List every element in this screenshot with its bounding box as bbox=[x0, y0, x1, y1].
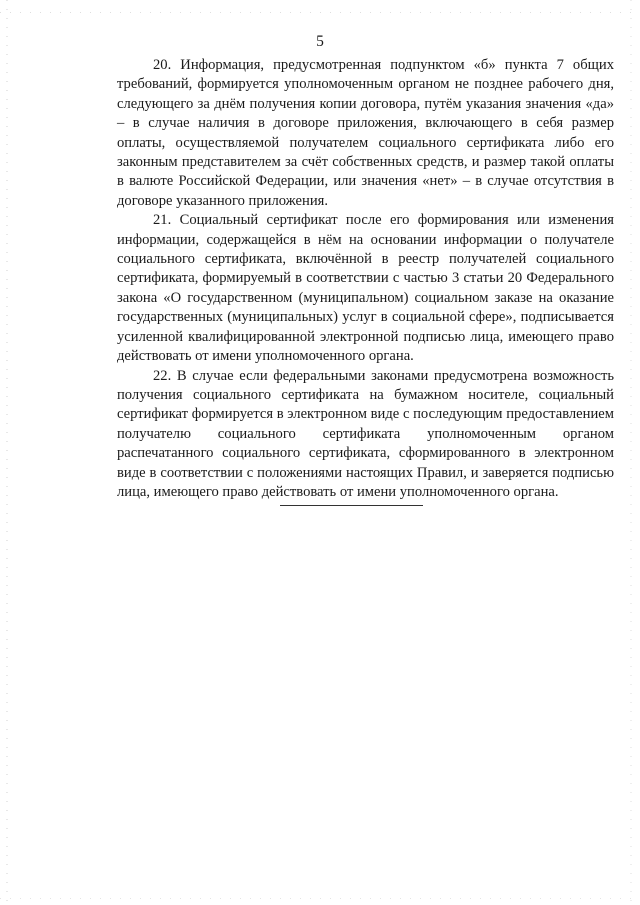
paragraph-22: 22. В случае если федеральными законами предусмотрена возможность получения социального сертификата на бумажном носителе, социальный сертификат формируется в электронном виде с последующим предоставлением получателю социального сертификата уполномоченным органом распечатанного социального сертификата, сформированного в электронном виде в соответствии с положениями настоящих Правил, и заверяется подписью лица, имеющего право действовать от имени уполномоченного органа. bbox=[117, 367, 614, 500]
scan-artifact-bottom bbox=[0, 898, 640, 899]
scan-artifact-right bbox=[630, 0, 632, 905]
page-number: 5 bbox=[316, 33, 324, 50]
scan-artifact-top bbox=[0, 12, 640, 13]
paragraph-21: 21. Социальный сертификат после его формирования или изменения информации, содержащейся в нём на основании информации о получателе социального сертификата, включённой в реестр получателей социального сертификата, формируемый в соответствии с частью 3 статьи 20 Федерального закона «О государственном (муниципальном) социальном заказе на оказание государственных (муниципальных) услуг в социальной сфере», подписывается усиленной квалифицированной электронной подписью лица, имеющего право действовать от имени уполномоченного органа. bbox=[117, 212, 614, 365]
scan-artifact-left bbox=[6, 0, 8, 905]
end-separator-line bbox=[280, 505, 423, 506]
paragraph-20: 20. Информация, предусмотренная подпунктом «б» пункта 7 общих требований, формируется уполномоченным органом не позднее рабочего дня, следующего за днём получения копии договора, путём указания значения «да» – в случае наличия в договоре приложения, включающего в себя размер оплаты, осуществляемой получателем социального сертификата либо его законным представителем за счёт собственных средств, и размер такой оплаты в валюте Российской Федерации, или значения «нет» – в случае отсутствия в договоре указанного приложения. bbox=[117, 57, 614, 209]
document-body bbox=[117, 56, 614, 502]
